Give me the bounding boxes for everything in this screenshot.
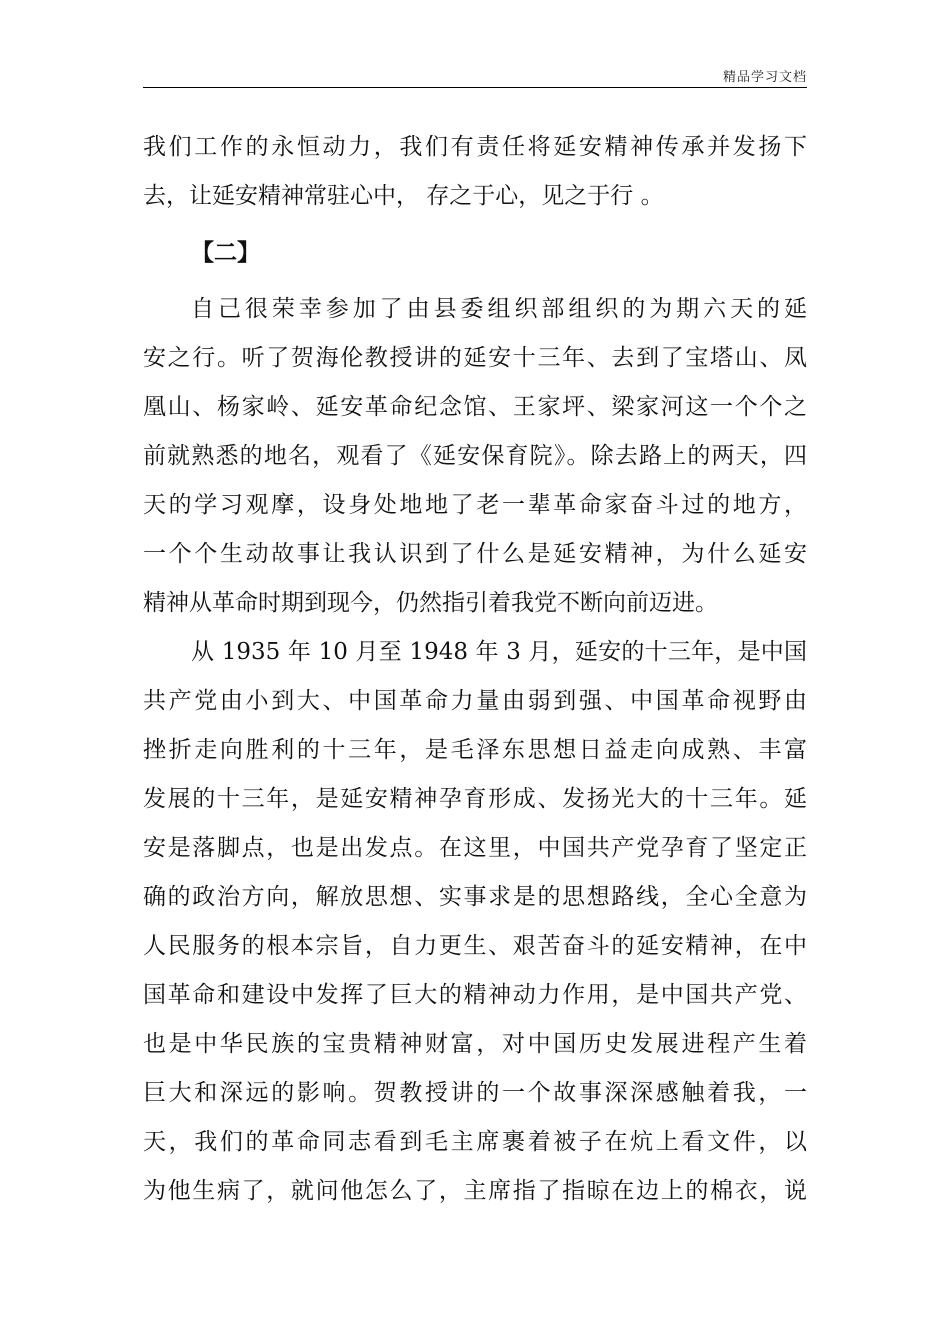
text-line: 精神从革命时期到现今，仍然指引着我党不断向前迈进。: [143, 590, 718, 616]
text-line: 凰山、杨家岭、延安革命纪念馆、王家坪、梁家河这一个个之: [143, 394, 807, 420]
text-line: 天，我们的革命同志看到毛主席裹着被子在炕上看文件，以: [143, 1129, 807, 1155]
text-line: 前就熟悉的地名，观看了《延安保育院》。除去路上的两天，四: [143, 443, 807, 469]
text-line: 共产党由小到大、中国革命力量由弱到强、中国革命视野由: [143, 688, 807, 714]
text-line: 发展的十三年，是延安精神孕育形成、发扬光大的十三年。延: [143, 786, 807, 812]
text-line: 也是中华民族的宝贵精神财富，对中国历史发展进程产生着: [143, 1031, 807, 1057]
header-divider: [143, 87, 807, 88]
text-line: 自己很荣幸参加了由县委组织部组织的为期六天的延: [191, 296, 807, 322]
section-heading: 【二】: [191, 239, 260, 266]
text-line: 挫折走向胜利的十三年，是毛泽东思想日益走向成熟、丰富: [143, 737, 807, 763]
text-line: 天的学习观摩，设身处地地了老一辈革命家奋斗过的地方，: [143, 492, 807, 518]
text-line: 安之行。听了贺海伦教授讲的延安十三年、去到了宝塔山、凤: [143, 345, 807, 371]
document-body: [143, 123, 807, 1216]
text-line: 巨大和深远的影响。贺教授讲的一个故事深深感触着我，一: [143, 1080, 807, 1106]
text-line: 从 1935 年 10 月至 1948 年 3 月，延安的十三年，是中国: [191, 639, 807, 665]
text-line: 我们工作的永恒动力，我们有责任将延安精神传承并发扬下: [143, 134, 807, 160]
text-line: 为他生病了，就问他怎么了，主席指了指晾在边上的棉衣，说: [143, 1178, 807, 1204]
header-label: 精品学习文档: [722, 70, 807, 85]
text-line: 国革命和建设中发挥了巨大的精神动力作用，是中国共产党、: [143, 982, 807, 1008]
text-line: 安是落脚点，也是出发点。在这里，中国共产党孕育了坚定正: [143, 835, 807, 861]
text-line: 去，让延安精神常驻心中， 存之于心，见之于行 。: [143, 183, 664, 209]
text-line: 一个个生动故事让我认识到了什么是延安精神，为什么延安: [143, 541, 807, 567]
text-line: 人民服务的根本宗旨，自力更生、艰苦奋斗的延安精神，在中: [143, 933, 807, 959]
text-line: 确的政治方向，解放思想、实事求是的思想路线，全心全意为: [143, 884, 807, 910]
